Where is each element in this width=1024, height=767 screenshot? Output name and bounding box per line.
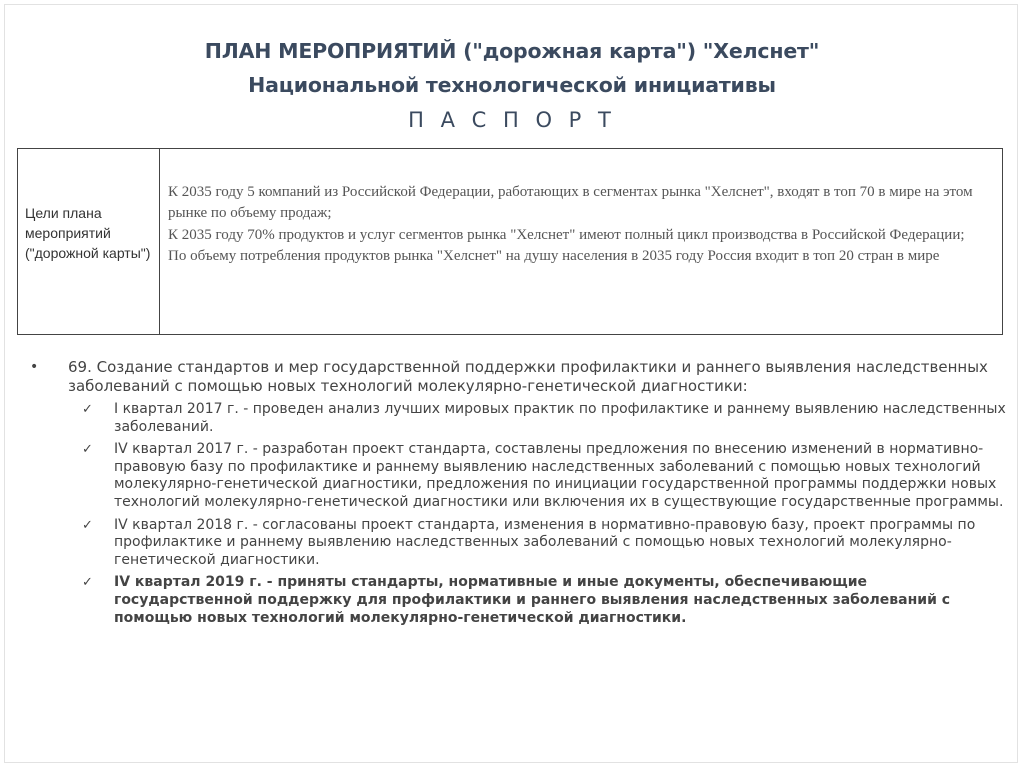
- milestone-text: IV квартал 2018 г. - согласованы проект стандарта, изменения в нормативно-правовую базу, проект программы по профилактике и раннему выявлению наследственных заболеваний с помощью новых технологий молекулярно-генетической диагностики.: [114, 516, 976, 568]
- measures-list: [30, 358, 1010, 632]
- goal-item: К 2035 году 5 компаний из Российской Федерации, работающих в сегментах рынка "Хелснет", входят в топ 70 в мире на этом рынке по объему продаж;: [168, 184, 973, 222]
- checkmark-icon: ✓: [82, 517, 93, 533]
- checkmark-icon: ✓: [82, 402, 93, 417]
- measure-item: [30, 358, 1010, 396]
- milestone-item-highlighted: [30, 574, 1010, 627]
- milestones-list: [30, 401, 1010, 627]
- title-line-1: ПЛАН МЕРОПРИЯТИЙ ("дорожная карта") "Хелснет": [204, 39, 820, 63]
- milestone-text: IV квартал 2017 г. - разработан проект стандарта, составлены предложения по внесению изменений в нормативно-правовую базу по профилактике и раннему выявлению наследственных заболеваний с помощью новых технологий молекулярно-генетической диагностики, предложения по инициации государственной программы поддержки новых технологий молекулярно-генетической диагностики или включения их в существующие государственные программы.: [114, 441, 1004, 510]
- title-line-3: П А С П О Р Т: [408, 108, 616, 132]
- title-line-2: Национальной технологической инициативы: [248, 73, 776, 97]
- passport-table: [17, 148, 1003, 335]
- measure-text: 69. Создание стандартов и мер государственной поддержки профилактики и раннего выявления наследственных заболеваний с помощью новых технологий молекулярно-генетической диагностики:: [68, 358, 988, 395]
- goal-item: К 2035 году 70% продуктов и услуг сегментов рынка "Хелснет" имеют полный цикл производства в Российской Федерации;: [168, 226, 965, 243]
- passport-goals-cell: [160, 149, 1002, 334]
- milestone-item: [30, 517, 1010, 570]
- milestone-item: [30, 441, 1010, 511]
- bullet-icon: •: [30, 359, 39, 375]
- passport-label-cell: Цели плана мероприятий ("дорожной карты"): [18, 149, 160, 334]
- milestone-text: I квартал 2017 г. - проведен анализ лучших мировых практик по профилактике и раннему выявлению наследственных заболеваний.: [114, 401, 1006, 435]
- checkmark-icon: ✓: [82, 442, 93, 458]
- goal-item: По объему потребления продуктов рынка "Хелснет" на душу населения в 2035 году Россия входит в топ 20 стран в мире: [168, 247, 940, 264]
- page-title: [0, 34, 1024, 137]
- milestone-text: IV квартал 2019 г. - приняты стандарты, нормативные и иные документы, обеспечивающие государственной поддержку для профилактики и раннего выявления наследственных заболеваний с помощью новых технологий молекулярно-генетической диагностики.: [114, 574, 951, 626]
- checkmark-icon: ✓: [82, 575, 93, 591]
- milestone-item: [30, 401, 1010, 436]
